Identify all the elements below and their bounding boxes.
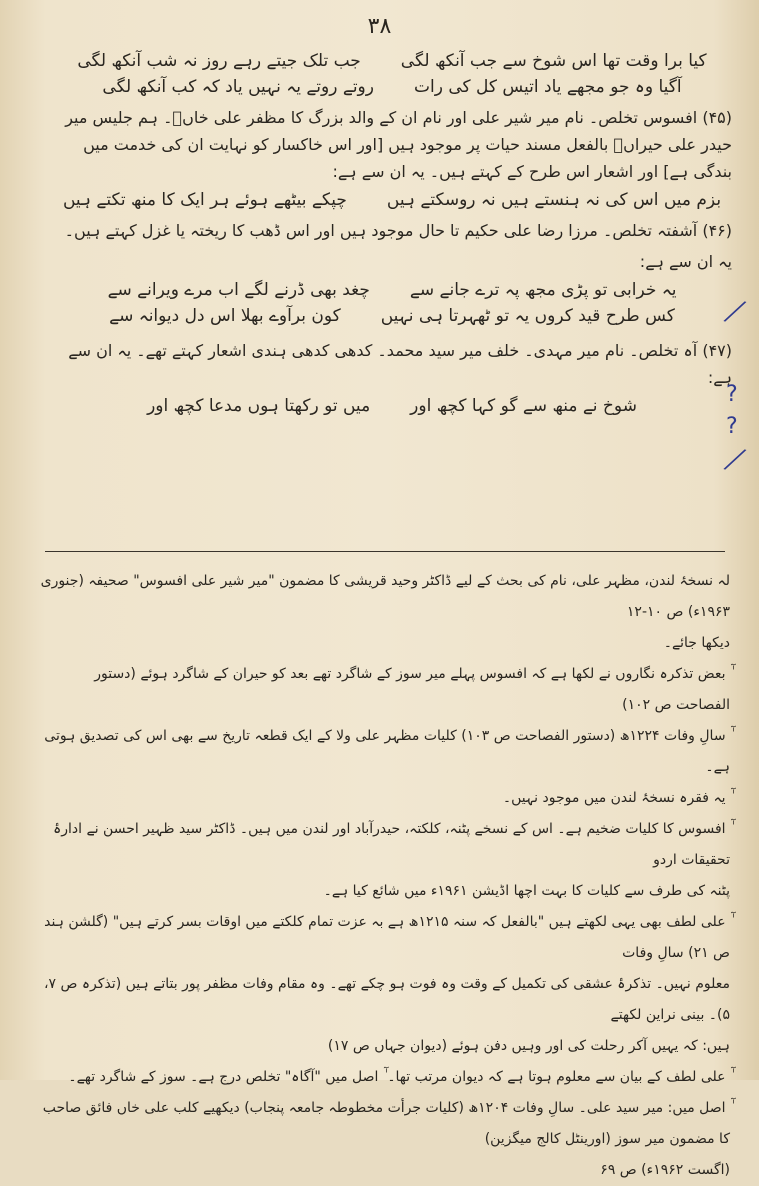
entry-45: (۴۵) افسوس تخلص۔ نام میر شیر علی اور نام ان کے والد بزرگ کا مظفر علی خاںؔ۔ ہم جلیس میر حیدر علی حیراںؔ بالفعل مسند حیات پر موجود ہیں [اور اس خاکسار کو نہایت ان کی خدمت میں بندگی ہے] اور اشعار اس طرح کے کہتے ہیں۔ یہ ان سے ہے:	[65, 108, 732, 181]
verse-line: کیا برا وقت تھا اس شوخ سے جب آنکھ لگی	[400, 51, 707, 71]
entry-46: (۴۶) آشفتہ تخلص۔ مرزا رضا علی حکیم تا حال موجود ہیں اور اس ڈھب کا ریختہ یا غزل کہتے ہیں۔	[64, 221, 732, 240]
footnote-line: دیکھا جائے۔	[663, 635, 730, 651]
footnote-line: ہیں: کہ یہیں آکر رحلت کی اور وہیں دفن ہوئے (دیوان جہاں ص ۱۷)	[327, 1038, 730, 1054]
verse-couplet	[52, 187, 732, 213]
margin-pen-stroke: ╱	[724, 446, 746, 475]
margin-pen-stroke: ╱	[724, 298, 746, 327]
footnote-line: ٰٓ علی لطف کے بیان سے معلوم ہوتا ہے کہ دیوان مرتب تھا۔ ٰٓ اصل میں "آگاہ" تخلص درج ہے۔ سوز کے شاگرد تھے۔	[68, 1069, 730, 1085]
page-number: ۳۸	[367, 14, 392, 39]
footnote-divider	[45, 551, 725, 552]
verse-line: کون برآوے بھلا اس دل دیوانہ سے	[109, 306, 341, 326]
verse-couplet	[52, 393, 732, 419]
footnote-line: ٰٓ سالِ وفات ۱۲۲۴ھ (دستور الفصاحت ص ۱۰۳) کلیات مظہر علی ولا کے ایک قطعہ تاریخ سے بھی اس کی تصدیق ہوتی ہے۔	[44, 728, 730, 775]
footnote-line: ٰٓ علی لطف بھی یہی لکھتے ہیں "بالفعل کہ سنہ ۱۲۱۵ھ ہے بہ عزت تمام کلکتے میں اوقات بسر کرتے ہیں" (گلشن ہند ص ۲۱) سالِ وفات	[44, 914, 730, 961]
footnote-line: ٰٓ یہ فقرہ نسخۂ لندن میں موجود نہیں۔	[502, 790, 730, 806]
verse-couplet	[52, 303, 732, 329]
footnote-line: معلوم نہیں۔ تذکرۂ عشقی کی تکمیل کے وقت وہ فوت ہو چکے تھے۔ وہ مقام وفات مظفر پور بتاتے ہیں (تذکرہ ص ۷، ۵)۔ بینی نراین لکھتے	[43, 976, 730, 1023]
main-text	[52, 48, 732, 419]
entry-46-intro: یہ ان سے ہے:	[639, 252, 732, 271]
verse-line: جب تلک جیتے رہے روز نہ شب آنکھ لگی	[77, 51, 361, 71]
verse-couplet	[52, 48, 732, 74]
verse-line: یہ خرابی تو پڑی مجھ پہ ترے جانے سے	[409, 280, 677, 300]
margin-question-mark: ?	[726, 382, 738, 407]
footnote-line: (اگست ۱۹۶۲ء) ص ۶۹	[600, 1162, 730, 1178]
verse-line: چغد بھی ڈرنے لگے اب مرے ویرانے سے	[107, 280, 370, 300]
verse-line: شوخ نے منھ سے گو کہا کچھ اور	[410, 396, 637, 416]
verse-line: بزم میں اس کی نہ ہنستے ہیں نہ روسکتے ہیں	[386, 190, 722, 210]
verse-line: روتے روتے یہ نہیں یاد کہ کب آنکھ لگی	[102, 77, 374, 97]
verse-line: میں تو رکھتا ہوں مدعا کچھ اور	[147, 396, 371, 416]
footnote-line: لہ نسخۂ لندن، مظہر علی، نام کی بحث کے لیے ڈاکٹر وحید قریشی کا مضمون "میر شیر علی افسوس" صحیفہ (جنوری ۱۹۶۳ء) ص ۱۰-۱۲	[40, 573, 730, 620]
verse-couplet	[52, 277, 732, 303]
verse-line: کس طرح قید کروں یہ تو ٹھہرتا ہی نہیں	[380, 306, 675, 326]
footnote-line: پٹنہ کی طرف سے کلیات کا بہت اچھا اڈیشن ۱۹۶۱ء میں شائع کیا ہے۔	[323, 883, 730, 899]
verse-line: آگیا وہ جو مجھے یاد اتیس کل کی رات	[413, 77, 682, 97]
footnote-line: ٰٓ افسوس کا کلیات ضخیم ہے۔ اس کے نسخے پٹنہ، کلکتہ، حیدرآباد اور لندن میں ہیں۔ ڈاکٹر سید ظہیر احسن نے ادارۂ تحقیقات اردو	[53, 821, 730, 868]
margin-question-mark: ?	[726, 414, 738, 439]
verse-couplet	[52, 74, 732, 100]
entry-47: (۴۷) آہ تخلص۔ نام میر مہدی۔ خلف میر سید محمد۔ کدھی کدھی ہندی اشعار کہتے تھے۔ یہ ان سے ہے:	[68, 341, 732, 387]
verse-line: چپکے بیٹھے ہوئے ہر ایک کا منھ تکتے ہیں	[62, 190, 347, 210]
footnote-line: ٰٓ بعض تذکرہ نگاروں نے لکھا ہے کہ افسوس پہلے میر سوز کے شاگرد تھے بعد کو حیران کے شاگرد ہوئے (دستور الفصاحت ص ۱۰۲)	[94, 666, 730, 713]
footnotes	[40, 566, 730, 1186]
footnote-line: ٰٓ اصل میں: میر سید علی۔ سالِ وفات ۱۲۰۴ھ (کلیات جرأت مخطوطہ جامعہ پنجاب) دیکھیے کلب علی خاں فائق صاحب کا مضمون میر سوز (اورینٹل کالج میگزین)	[42, 1100, 730, 1147]
